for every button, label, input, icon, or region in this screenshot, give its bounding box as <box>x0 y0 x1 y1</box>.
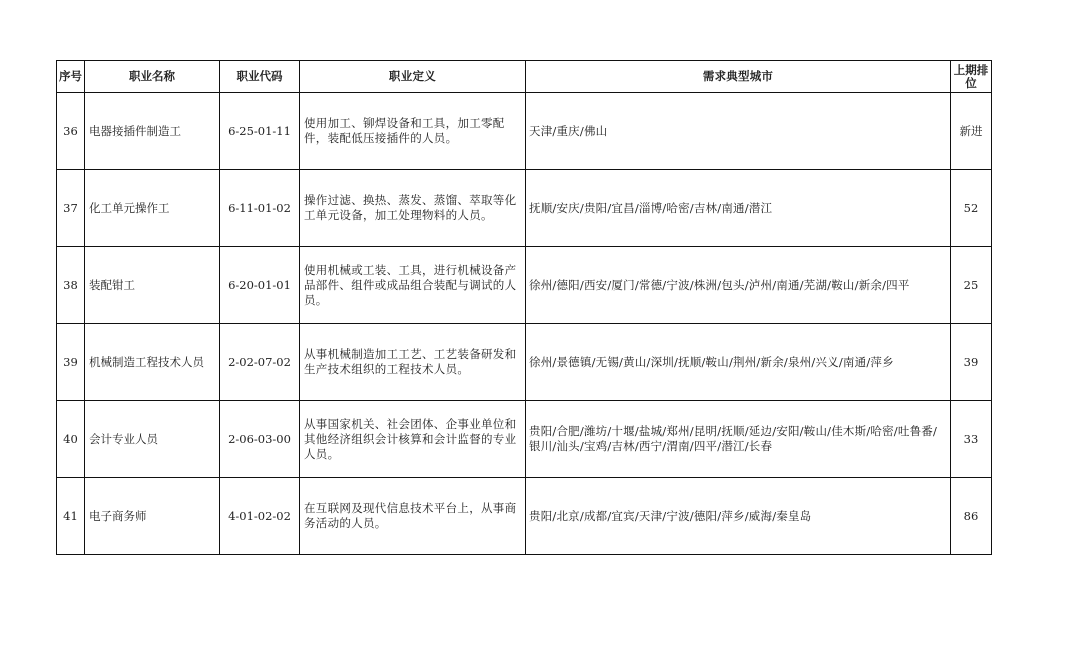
cell-cities: 贵阳/北京/成都/宜宾/天津/宁波/德阳/萍乡/威海/秦皇岛 <box>526 478 951 555</box>
cell-last-rank: 86 <box>951 478 992 555</box>
cell-name: 电器接插件制造工 <box>85 93 220 170</box>
table-row <box>57 93 992 170</box>
cell-index: 38 <box>57 247 85 324</box>
cell-cities: 天津/重庆/佛山 <box>526 93 951 170</box>
cell-definition: 从事机械制造加工工艺、工艺装备研发和生产技术组织的工程技术人员。 <box>300 324 526 401</box>
cell-code: 4-01-02-02 <box>220 478 300 555</box>
cell-last-rank: 33 <box>951 401 992 478</box>
cell-name: 电子商务师 <box>85 478 220 555</box>
table-row <box>57 401 992 478</box>
cell-definition: 使用机械或工装、工具，进行机械设备产品部件、组件或成品组合装配与调试的人员。 <box>300 247 526 324</box>
cell-definition: 操作过滤、换热、蒸发、蒸馏、萃取等化工单元设备，加工处理物料的人员。 <box>300 170 526 247</box>
cell-name: 机械制造工程技术人员 <box>85 324 220 401</box>
table-row <box>57 247 992 324</box>
cell-last-rank: 39 <box>951 324 992 401</box>
cell-index: 36 <box>57 93 85 170</box>
cell-index: 37 <box>57 170 85 247</box>
cell-cities: 贵阳/合肥/潍坊/十堰/盐城/郑州/昆明/抚顺/延边/安阳/鞍山/佳木斯/哈密/吐鲁番/银川/汕头/宝鸡/吉林/西宁/渭南/四平/潜江/长春 <box>526 401 951 478</box>
header-index: 序号 <box>57 61 85 93</box>
cell-definition: 从事国家机关、社会团体、企事业单位和其他经济组织会计核算和会计监督的专业人员。 <box>300 401 526 478</box>
header-definition: 职业定义 <box>300 61 526 93</box>
header-code: 职业代码 <box>220 61 300 93</box>
cell-last-rank: 新进 <box>951 93 992 170</box>
cell-cities: 抚顺/安庆/贵阳/宜昌/淄博/哈密/吉林/南通/潜江 <box>526 170 951 247</box>
table-body <box>57 93 992 555</box>
header-last-rank: 上期排位 <box>951 61 992 93</box>
cell-name: 装配钳工 <box>85 247 220 324</box>
header-row <box>57 61 992 93</box>
cell-definition: 在互联网及现代信息技术平台上，从事商务活动的人员。 <box>300 478 526 555</box>
cell-last-rank: 25 <box>951 247 992 324</box>
cell-code: 6-20-01-01 <box>220 247 300 324</box>
cell-name: 会计专业人员 <box>85 401 220 478</box>
table-row <box>57 170 992 247</box>
cell-code: 6-25-01-11 <box>220 93 300 170</box>
cell-index: 39 <box>57 324 85 401</box>
cell-last-rank: 52 <box>951 170 992 247</box>
cell-cities: 徐州/德阳/西安/厦门/常德/宁波/株洲/包头/泸州/南通/芜湖/鞍山/新余/四平 <box>526 247 951 324</box>
table-row <box>57 324 992 401</box>
cell-cities: 徐州/景德镇/无锡/黄山/深圳/抚顺/鞍山/荆州/新余/泉州/兴义/南通/萍乡 <box>526 324 951 401</box>
cell-code: 2-02-07-02 <box>220 324 300 401</box>
cell-definition: 使用加工、铆焊设备和工具，加工零配件，装配低压接插件的人员。 <box>300 93 526 170</box>
cell-index: 41 <box>57 478 85 555</box>
cell-name: 化工单元操作工 <box>85 170 220 247</box>
table-header <box>57 61 992 93</box>
header-name: 职业名称 <box>85 61 220 93</box>
header-cities: 需求典型城市 <box>526 61 951 93</box>
cell-index: 40 <box>57 401 85 478</box>
cell-code: 6-11-01-02 <box>220 170 300 247</box>
table-row <box>57 478 992 555</box>
cell-code: 2-06-03-00 <box>220 401 300 478</box>
occupation-table <box>56 60 992 555</box>
